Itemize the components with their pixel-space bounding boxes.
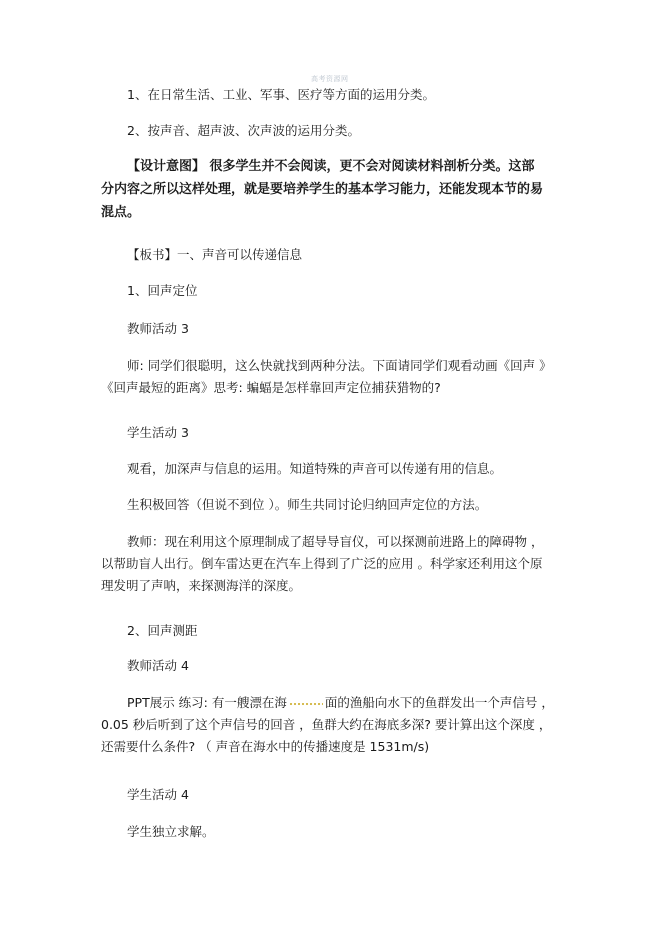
watermark: 高考资源网 (311, 75, 349, 83)
paragraph-student-3 (101, 458, 581, 480)
text-line: 学生独立求解。 (127, 824, 215, 839)
text-line: 【板书】一、声音可以传递信息 (127, 247, 303, 262)
text-line: 学生活动 3 (127, 425, 189, 440)
text-line: 2、回声测距 (127, 623, 198, 638)
heading-echo-range (101, 620, 581, 642)
text-line: 观看，加深声与信息的运用。知道特殊的声音可以传递有用的信息。 (127, 461, 503, 476)
spellcheck-squiggle (287, 697, 325, 707)
paragraph-ppt-exercise (101, 692, 581, 758)
text-line: 还需要什么条件? （ 声音在海水中的传播速度是 1531m/s) (101, 739, 430, 754)
text-line: 《回声最短的距离》思考: 蝙蝠是怎样靠回声定位捕获猎物的? (101, 380, 441, 395)
paragraph-teacher-3 (101, 355, 581, 399)
text-line: PPT展示 练习: 有一艘漂在海 (127, 695, 287, 710)
heading-teacher-activity-4 (101, 655, 581, 677)
text-line: 0.05 秒后听到了这个声信号的回音 ，鱼群大约在海底多深? 要计算出这个深度 ， (101, 717, 552, 732)
text-line: 教师：现在利用这个原理制成了超导导盲仪，可以探测前进路上的障碍物 ， (127, 534, 544, 549)
heading-echo-locate (101, 280, 581, 302)
paragraph-teacher-explain (101, 531, 581, 597)
text-line: 生积极回答（但说不到位 ）。师生共同讨论归纳回声定位的方法。 (127, 497, 488, 512)
paragraph-student-answer (101, 494, 581, 516)
text-line: 面的渔船向水下的鱼群发出一个声信号 ， (324, 695, 554, 710)
paragraph-design-intent (101, 155, 581, 224)
paragraph-classification-2 (101, 120, 581, 142)
text-line: 混点。 (101, 205, 141, 220)
text-line: 师: 同学们很聪明，这么快就找到两种分法。下面请同学们观看动画《回声 》 (127, 358, 552, 373)
text-line: 以帮助盲人出行。倒车雷达更在汽车上得到了广泛的应用 。科学家还利用这个原 (101, 556, 543, 571)
text-line: 教师活动 4 (127, 658, 189, 673)
paragraph-classification-1 (101, 84, 581, 106)
text-line: 理发明了声呐，来探测海洋的深度。 (101, 578, 302, 593)
heading-teacher-activity-3 (101, 318, 581, 340)
text-line: 【设计意图】 很多学生并不会阅读，更不会对阅读材料剖析分类。这部 (127, 159, 535, 174)
text-line: 1、回声定位 (127, 283, 198, 298)
text-line: 1、在日常生活、工业、军事、医疗等方面的运用分类。 (127, 87, 435, 102)
text-line: 学生活动 4 (127, 787, 189, 802)
text-line: 分内容之所以这样处理，就是要培养学生的基本学习能力，还能发现本节的易 (101, 182, 544, 197)
board-heading (101, 244, 581, 266)
heading-student-activity-3 (101, 422, 581, 444)
heading-student-activity-4 (101, 784, 581, 806)
text-line: 2、按声音、超声波、次声波的运用分类。 (127, 123, 360, 138)
paragraph-student-4 (101, 821, 581, 843)
text-line: 教师活动 3 (127, 321, 189, 336)
